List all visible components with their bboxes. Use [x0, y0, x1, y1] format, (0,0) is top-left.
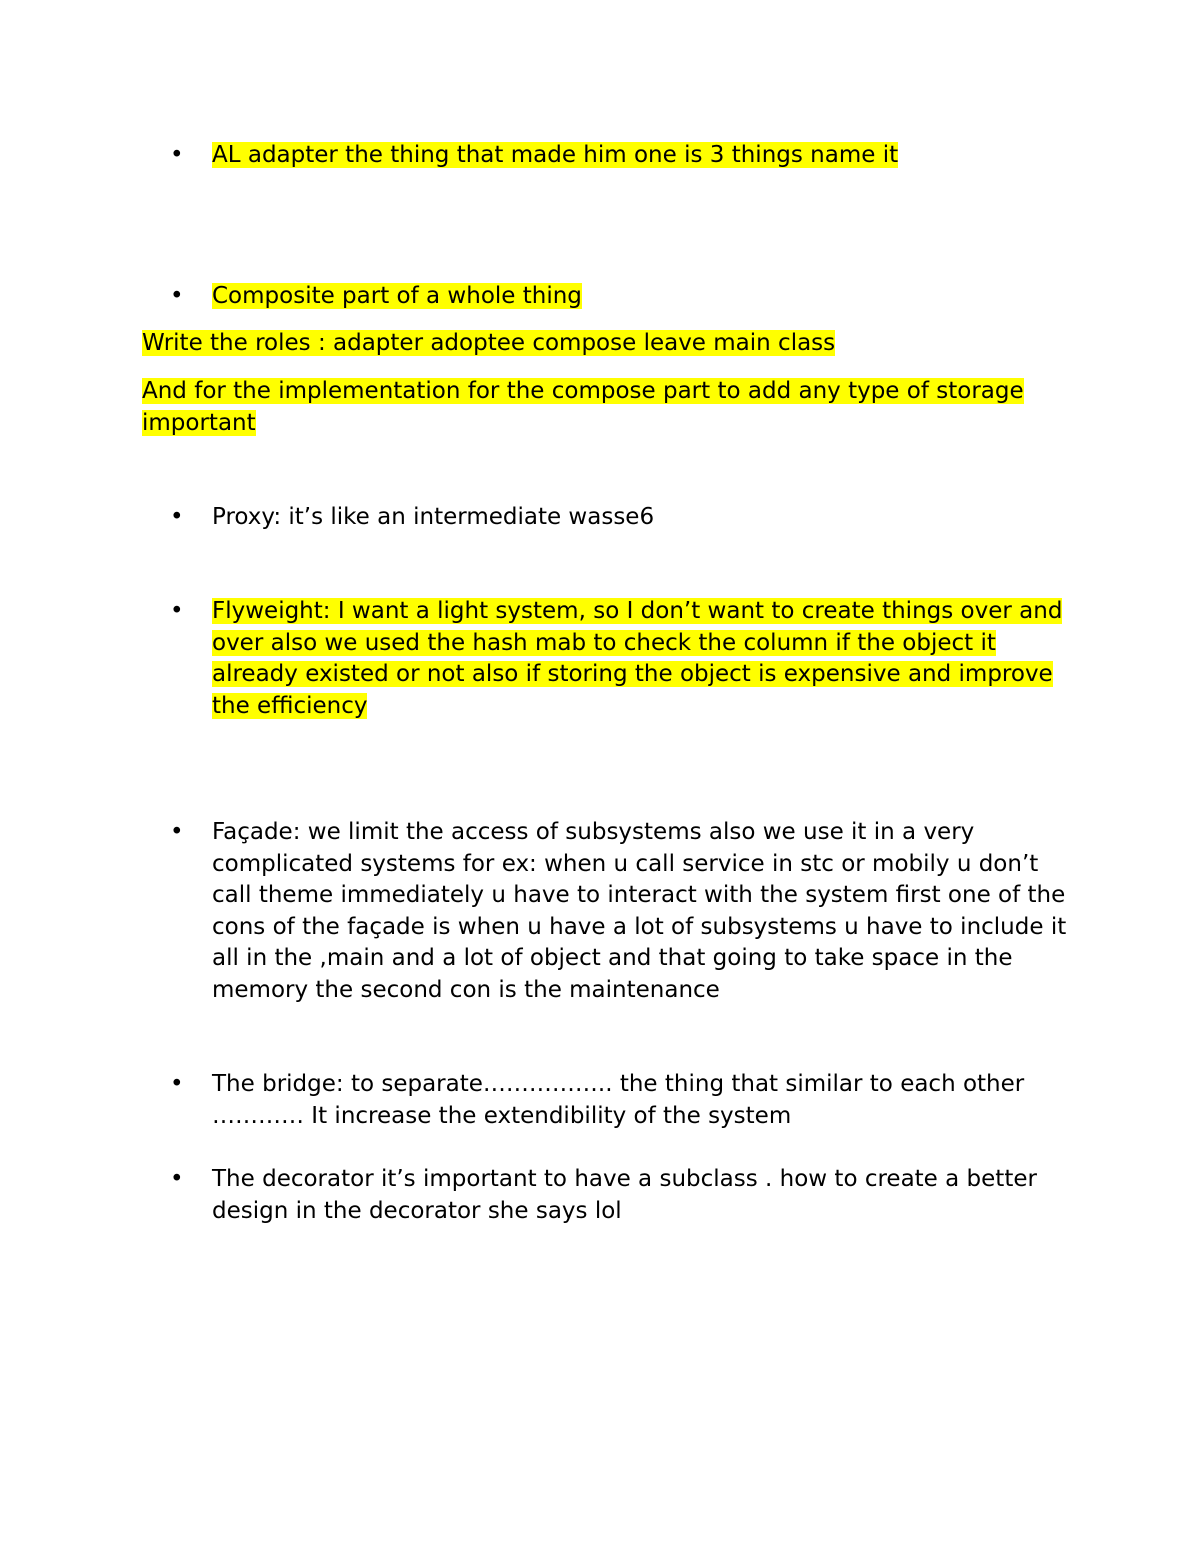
bullet-icon: • — [170, 598, 184, 624]
bullet-icon: • — [170, 142, 184, 168]
bullet-icon: • — [170, 1071, 184, 1097]
list-item-text: Composite part of a whole thing — [212, 283, 582, 309]
list-item-text: AL adapter the thing that made him one is 3 things name it — [212, 142, 899, 168]
bullet-icon: • — [170, 1166, 184, 1192]
list-item-text: Façade: we limit the access of subsystems also we use it in a very complicated systems for ex: when u call service in stc or mobily u don’t call theme immediately u have to interact with the system first one of the cons of the façade is when u have a lot of subsystems u have to include it all in the ,main and a lot of object and that going to take space in the memory the second con is the maintenance — [212, 819, 1067, 1003]
list-item-text: The bridge: to separate…………….. the thing that similar to each other ………… It increase the extendibility of the system — [212, 1071, 1025, 1129]
bullet-icon: • — [170, 504, 184, 530]
paragraph-write-roles — [142, 328, 1072, 360]
paragraph-implementation — [142, 376, 1072, 439]
bullet-icon: • — [170, 819, 184, 845]
paragraph-text: Write the roles : adapter adoptee compose leave main class — [142, 330, 836, 356]
paragraph-text: And for the implementation for the compose part to add any type of storage important — [142, 378, 1024, 436]
list-item-text: Proxy: it’s like an intermediate wasse6 — [212, 504, 655, 530]
list-item-text: The decorator it’s important to have a subclass . how to create a better design in the decorator she says lol — [212, 1166, 1037, 1224]
bullet-icon: • — [170, 283, 184, 309]
list-item-text: Flyweight: I want a light system, so I don’t want to create things over and over also we used the hash mab to check the column if the object it already existed or not also if storing the object is expensive and improve the efficiency — [212, 598, 1063, 719]
